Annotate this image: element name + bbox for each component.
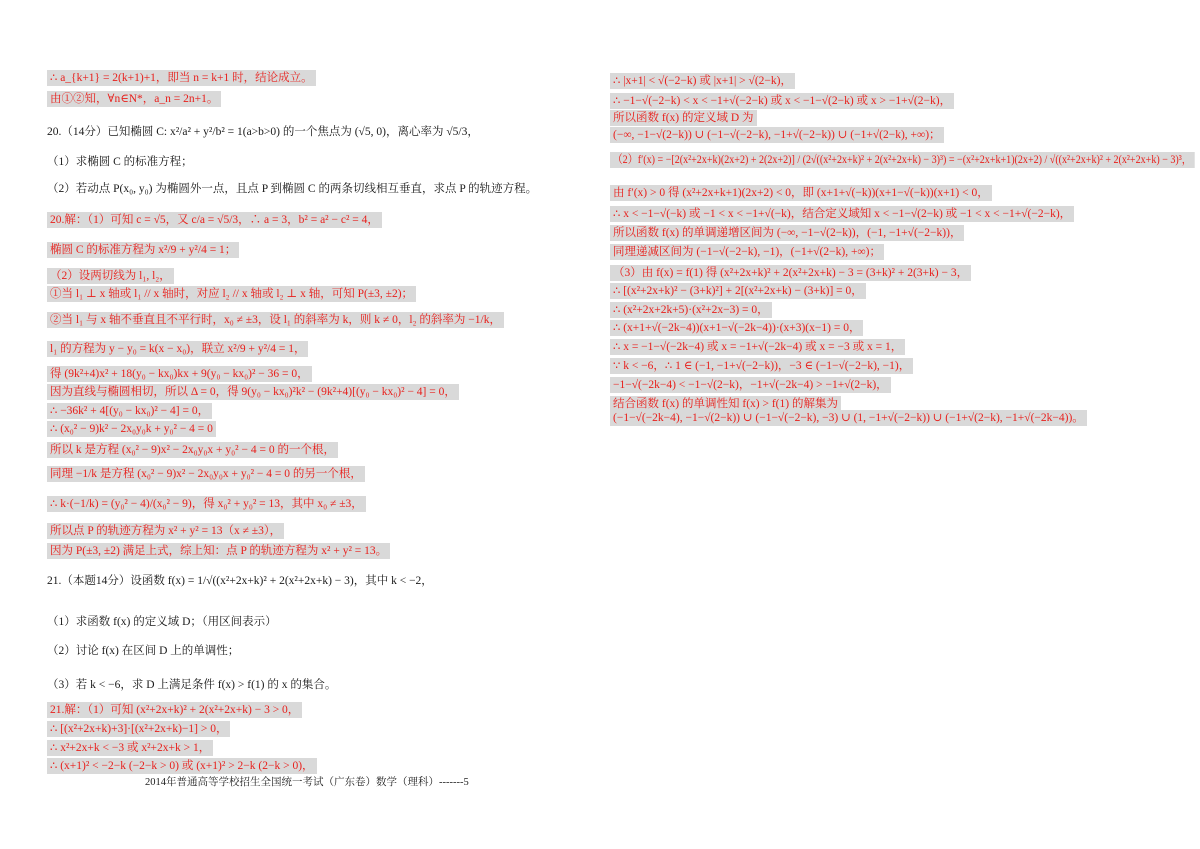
text-line: ∴ (x₀² − 9)k² − 2x₀y₀k + y₀² − 4 = 0 <box>47 421 216 437</box>
text-line: 由 f′(x) > 0 得 (x²+2x+k+1)(2x+2) < 0，即 (x+1+√(−k))(x+1−√(−k))(x+1) < 0， <box>610 185 992 201</box>
text-line: 因为直线与椭圆相切，所以 Δ = 0，得 9(y₀ − kx₀)²k² − (9k²+4)[(y₀ − kx₀)² − 4] = 0， <box>47 384 459 400</box>
text-line: ∴ x²+2x+k < −3 或 x²+2x+k > 1， <box>47 740 213 756</box>
text-line: ∴ k·(−1/k) = (y₀² − 4)/(x₀² − 9)，得 x₀² + y₀² = 13，其中 x₀ ≠ ±3， <box>47 496 366 512</box>
text-line: 同理 −1/k 是方程 (x₀² − 9)x² − 2x₀y₀x + y₀² − 4 = 0 的另一个根， <box>47 466 365 482</box>
text-line: (−∞, −1−√(2−k)) ∪ (−1−√(−2−k), −1+√(−2−k)) ∪ (−1+√(2−k), +∞)； <box>610 127 944 143</box>
text-line: （1）求函数 f(x) 的定义域 D；（用区间表示） <box>47 616 277 628</box>
text-line: ∴ x = −1−√(−2k−4) 或 x = −1+√(−2k−4) 或 x = −3 或 x = 1， <box>610 339 905 355</box>
text-line: ∴ [(x²+2x+k)² − (3+k)²] + 2[(x²+2x+k) − (3+k)] = 0， <box>610 283 866 299</box>
text-line: 20.解：（1）可知 c = √5，又 c/a = √5/3，∴ a = 3，b² = a² − c² = 4， <box>47 212 382 228</box>
text-line: 所以 k 是方程 (x₀² − 9)x² − 2x₀y₀x + y₀² − 4 = 0 的一个根， <box>47 442 338 458</box>
text-line: （2）讨论 f(x) 在区间 D 上的单调性； <box>47 645 240 657</box>
text-line: l₁ 的方程为 y − y₀ = k(x − x₀)，联立 x²/9 + y²/4 = 1， <box>47 341 308 357</box>
text-line: 所以点 P 的轨迹方程为 x² + y² = 13（x ≠ ±3）， <box>47 523 284 539</box>
text-line: 椭圆 C 的标准方程为 x²/9 + y²/4 = 1； <box>47 242 239 258</box>
text-line: −1−√(−2k−4) < −1−√(2−k)，−1+√(−2k−4) > −1+√(2−k)， <box>610 377 891 393</box>
text-line: ∴ x < −1−√(−k) 或 −1 < x < −1+√(−k)，结合定义域知 x < −1−√(2−k) 或 −1 < x < −1+√(−2−k)， <box>610 206 1074 222</box>
text-line: 由①②知，∀n∈N*，a_n = 2n+1。 <box>47 91 221 107</box>
text-line: （2）设两切线为 l₁, l₂， <box>47 268 174 284</box>
text-line: 同理递减区间为 (−1−√(−2−k), −1)，(−1+√(2−k), +∞)； <box>610 244 884 260</box>
text-line: ∴ (x+1+√(−2k−4))(x+1−√(−2k−4))·(x+3)(x−1) = 0， <box>610 320 863 336</box>
text-line: 20.（14分）已知椭圆 C: x²/a² + y²/b² = 1(a>b>0) 的一个焦点为 (√5, 0)，离心率为 √5/3， <box>47 126 479 138</box>
text-line: 结合函数 f(x) 的单调性知 f(x) > f(1) 的解集为 <box>610 396 841 412</box>
text-line: 21.解：（1）可知 (x²+2x+k)² + 2(x²+2x+k) − 3 > 0， <box>47 702 302 718</box>
text-line: 因为 P(±3, ±2) 满足上式，综上知：点 P 的轨迹方程为 x² + y² = 13。 <box>47 543 390 559</box>
text-line: ∵ k < −6，∴ 1 ∈ (−1, −1+√(−2−k))，−3 ∈ (−1−√(−2−k), −1)， <box>610 358 913 374</box>
text-line: ∴ |x+1| < √(−2−k) 或 |x+1| > √(2−k)， <box>610 73 795 89</box>
text-line: （3）若 k < −6，求 D 上满足条件 f(x) > f(1) 的 x 的集合。 <box>47 679 337 691</box>
text-line: （1）求椭圆 C 的标准方程； <box>47 156 193 168</box>
text-line: ∴ −36k² + 4[(y₀ − kx₀)² − 4] = 0， <box>47 403 212 419</box>
text-line: ∴ (x+1)² < −2−k (−2−k > 0) 或 (x+1)² > 2−k (2−k > 0)， <box>47 758 317 774</box>
text-line: 所以函数 f(x) 的定义域 D 为 <box>610 110 757 126</box>
page-footer: 2014年普通高等学校招生全国统一考试（广东卷）数学（理科）-------5 <box>145 777 469 788</box>
text-line: ∴ a_{k+1} = 2(k+1)+1，即当 n = k+1 时，结论成立。 <box>47 70 316 86</box>
text-line: 得 (9k²+4)x² + 18(y₀ − kx₀)kx + 9(y₀ − kx₀)² − 36 = 0， <box>47 366 312 382</box>
text-line: （2）若动点 P(x₀, y₀) 为椭圆外一点，且点 P 到椭圆 C 的两条切线相互垂直，求点 P 的轨迹方程。 <box>47 183 538 195</box>
text-line: （3）由 f(x) = f(1) 得 (x²+2x+k)² + 2(x²+2x+k) − 3 = (3+k)² + 2(3+k) − 3， <box>610 265 971 281</box>
text-line: ∴ (x²+2x+2k+5)·(x²+2x−3) = 0， <box>610 302 772 318</box>
text-line: 21.（本题14分）设函数 f(x) = 1/√((x²+2x+k)² + 2(x²+2x+k) − 3)，其中 k < −2， <box>47 575 433 587</box>
text-line: ②当 l₁ 与 x 轴不垂直且不平行时，x₀ ≠ ±3，设 l₁ 的斜率为 k，则 k ≠ 0，l₂ 的斜率为 −1/k， <box>47 312 504 328</box>
text-line: (−1−√(−2k−4), −1−√(2−k)) ∪ (−1−√(−2−k), −3) ∪ (1, −1+√(−2−k)) ∪ (−1+√(2−k), −1+√(−2k−4))。 <box>610 410 1087 426</box>
text-line: 所以函数 f(x) 的单调递增区间为 (−∞, −1−√(2−k))，(−1, −1+√(−2−k))， <box>610 225 964 241</box>
text-line: ①当 l₁ ⊥ x 轴或 l₁ // x 轴时，对应 l₂ // x 轴或 l₂ ⊥ x 轴，可知 P(±3, ±2)； <box>47 286 416 302</box>
text-line: （2）f′(x) = −[2(x²+2x+k)(2x+2) + 2(2x+2)] / (2√((x²+2x+k)² + 2(x²+2x+k) − 3)³) = −(x²+2x+k+1)(2x+2) / √((x²+2x+k)² + 2(x²+2x+k) − 3)³， <box>610 152 1194 168</box>
text-line: ∴ [(x²+2x+k)+3]·[(x²+2x+k)−1] > 0， <box>47 721 230 737</box>
text-line: ∴ −1−√(−2−k) < x < −1+√(−2−k) 或 x < −1−√(2−k) 或 x > −1+√(2−k)， <box>610 93 954 109</box>
